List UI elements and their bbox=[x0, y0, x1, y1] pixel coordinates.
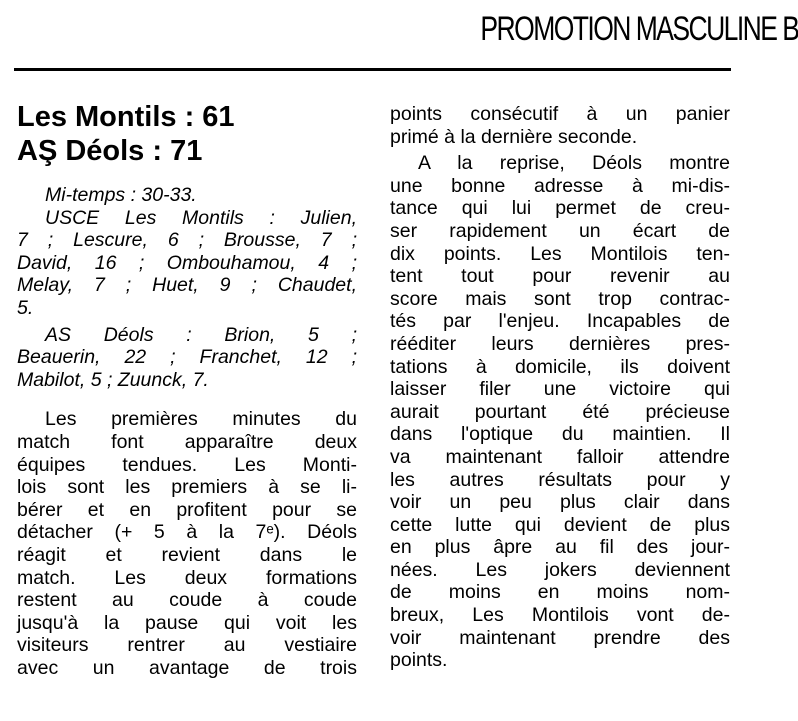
lineup-line: AS Déols : Brion, 5 ; bbox=[45, 323, 357, 346]
article-line: points. bbox=[390, 649, 448, 672]
article-line: tance qui lui permet de creu- bbox=[390, 197, 730, 220]
right-column bbox=[390, 103, 730, 672]
article-line: réagit et revient dans le bbox=[17, 543, 357, 566]
article-line: match. Les deux formations bbox=[17, 566, 357, 589]
header-rule bbox=[14, 68, 731, 71]
headline-line-1: Les Montils : 61 bbox=[17, 101, 235, 133]
left-column bbox=[17, 100, 357, 679]
article-line: primé à la dernière seconde. bbox=[390, 125, 638, 148]
article-line: match font apparaître deux bbox=[17, 430, 357, 453]
article-line: tent tout pour revenir au bbox=[390, 265, 730, 288]
article-line: nées. Les jokers deviennent bbox=[390, 558, 730, 581]
article-line: en plus âpre au fil des jour- bbox=[390, 536, 730, 559]
article-line: tés par l'enjeu. Incapables de bbox=[390, 310, 730, 333]
article-line: les autres résultats pour y bbox=[390, 468, 730, 491]
article-line: points consécutif à un panier bbox=[390, 103, 730, 125]
headline-line-2: AŞ Déols : 71 bbox=[17, 135, 203, 167]
article-line: tations à domicile, ils doivent bbox=[390, 355, 730, 378]
lineup-line: Melay, 7 ; Huet, 9 ; Chaudet, bbox=[17, 274, 357, 297]
article-line: lois sont les premiers à se li- bbox=[17, 476, 357, 499]
lineup-line: David, 16 ; Ombouhamou, 4 ; bbox=[17, 251, 357, 274]
article-line: dans l'optique du maintien. Il bbox=[390, 423, 730, 446]
article-line: va maintenant falloir attendre bbox=[390, 445, 730, 468]
section-header: PROMOTION MASCULINE B bbox=[480, 10, 798, 48]
article-line: breux, Les Montilois vont de- bbox=[390, 604, 730, 627]
article-line: de moins en moins nom- bbox=[390, 581, 730, 604]
article-line: aurait pourtant été précieuse bbox=[390, 400, 730, 423]
article-line: détacher (+ 5 à la 7ᵉ). Déols bbox=[17, 521, 357, 544]
article-line: Les premières minutes du bbox=[45, 408, 357, 431]
lineup-line: Mabilot, 5 ; Zuunck, 7. bbox=[17, 368, 209, 391]
article-line: ser rapidement un écart de bbox=[390, 219, 730, 242]
article-line: dix points. Les Montilois ten- bbox=[390, 242, 730, 265]
article-line: rééditer leurs dernières pres- bbox=[390, 332, 730, 355]
article-line: laisser filer une victoire qui bbox=[390, 378, 730, 401]
article-line: voir maintenant prendre des bbox=[390, 626, 730, 649]
lineup-line: 7 ; Lescure, 6 ; Brousse, 7 ; bbox=[17, 229, 357, 252]
article-line: voir un peu plus clair dans bbox=[390, 491, 730, 514]
lineup-line: USCE Les Montils : Julien, bbox=[45, 206, 357, 229]
article-line: équipes tendues. Les Monti- bbox=[17, 453, 357, 476]
article-line: restent au coude à coude bbox=[17, 589, 357, 612]
lineup-line: 5. bbox=[17, 296, 34, 319]
article-line: cette lutte qui devient de plus bbox=[390, 513, 730, 536]
article-line: score mais sont trop contrac- bbox=[390, 287, 730, 310]
article-line: jusqu'à la pause qui voit les bbox=[17, 611, 357, 634]
article-line: avec un avantage de trois bbox=[17, 656, 357, 679]
halftime-score: Mi-temps : 30-33. bbox=[45, 184, 197, 206]
article-line: A la reprise, Déols montre bbox=[418, 152, 730, 175]
article-line: une bonne adresse à mi-dis- bbox=[390, 174, 730, 197]
lineup-line: Beauerin, 22 ; Franchet, 12 ; bbox=[17, 346, 357, 369]
article-line: visiteurs rentrer au vestiaire bbox=[17, 634, 357, 657]
article-line: bérer et en profitent pour se bbox=[17, 498, 357, 521]
